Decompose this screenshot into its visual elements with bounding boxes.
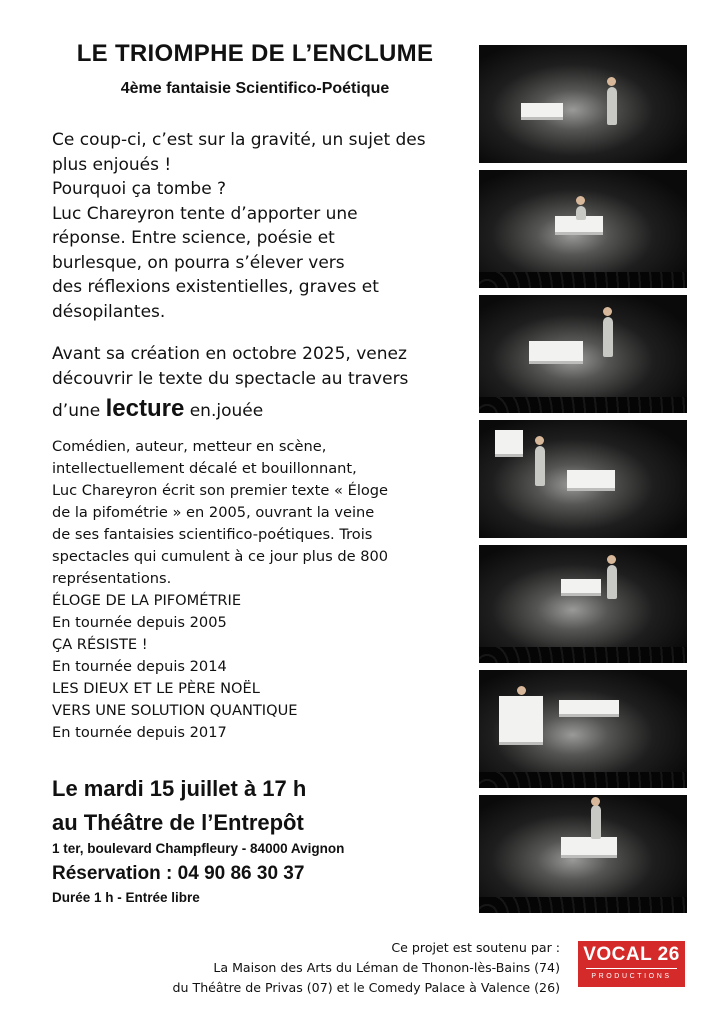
logo-name: VOCAL 26: [583, 944, 680, 965]
show-line: En tournée depuis 2017: [52, 724, 227, 741]
desk-shape: [567, 470, 615, 491]
audience-shape: [479, 272, 687, 288]
stage-photo: [479, 45, 687, 163]
intro-line: Pourquoi ça tombe ?: [52, 179, 227, 199]
page-subtitle: 4ème fantaisie Scientifico-Poétique: [120, 80, 390, 97]
logo-sub: PRODUCTIONS: [591, 973, 672, 980]
event-venue: au Théâtre de l’Entrepôt: [52, 810, 304, 835]
support-line: Ce projet est soutenu par :: [391, 940, 560, 955]
page-title: LE TRIOMPHE DE L’ENCLUME: [76, 40, 434, 67]
lecture-highlight: lecture: [105, 395, 185, 422]
actor-head: [591, 797, 600, 806]
actor-head: [535, 436, 544, 445]
actor-head: [517, 686, 526, 695]
event-address: 1 ter, boulevard Champfleury - 84000 Avignon: [52, 841, 345, 856]
stage-photo: [479, 420, 687, 538]
event-duration: Durée 1 h - Entrée libre: [52, 890, 200, 905]
actor-head: [576, 196, 585, 205]
bio-paragraph: [52, 436, 472, 744]
easel-board-shape: [495, 430, 523, 457]
vocal26-logo: [578, 941, 685, 987]
stage-photo: [479, 295, 687, 413]
audience-shape: [479, 397, 687, 413]
event-date: Le mardi 15 juillet à 17 h: [52, 776, 307, 801]
audience-shape: [479, 647, 687, 663]
actor-shape: [591, 805, 601, 839]
intro-line: Luc Chareyron tente d’apporter une: [52, 203, 358, 224]
cloth-shape: [499, 696, 543, 745]
actor-shape: [535, 446, 545, 486]
actor-head: [607, 77, 616, 86]
show-line: En tournée depuis 2005: [52, 614, 227, 631]
desk-shape: [559, 700, 619, 717]
support-line: La Maison des Arts du Léman de Thonon-lès-Bains (74): [213, 960, 560, 975]
actor-shape: [607, 565, 617, 599]
show-line: En tournée depuis 2014: [52, 658, 227, 675]
photo-strip: [479, 45, 687, 920]
stage-photo: [479, 545, 687, 663]
intro-paragraph: [52, 128, 472, 324]
creation-line: Avant sa création en octobre 2025, venez: [52, 344, 407, 364]
intro-line: Ce coup-ci, c’est sur la gravité, un sujet des: [52, 130, 426, 150]
creation-paragraph: [52, 342, 472, 424]
bio-line: Luc Chareyron écrit son premier texte « Éloge: [52, 482, 389, 499]
bio-line: intellectuellement décalé et bouillonnant,: [52, 460, 357, 477]
stage-photo: [479, 170, 687, 288]
intro-line: réponse. Entre science, poésie et: [52, 228, 335, 248]
bio-line: de ses fantaisies scientifico-poétiques. Trois: [52, 526, 373, 543]
desk-shape: [561, 579, 601, 596]
actor-head: [607, 555, 616, 564]
bio-line: représentations.: [52, 570, 172, 587]
reservation-phone: Réservation : 04 90 86 30 37: [52, 863, 305, 884]
intro-line: burlesque, on pourra s’élever vers: [52, 252, 345, 273]
audience-shape: [479, 897, 687, 913]
stage-photo: [479, 670, 687, 788]
creation-line-lecture: [52, 397, 472, 424]
desk-shape: [529, 341, 583, 364]
actor-shape: [576, 206, 586, 220]
desk-shape: [521, 103, 563, 120]
event-date-venue: [52, 772, 472, 840]
show-line: ÉLOGE DE LA PIFOMÉTRIE: [52, 592, 242, 609]
intro-line: désopilantes.: [52, 301, 166, 322]
support-line: du Théâtre de Privas (07) et le Comedy Palace à Valence (26): [172, 980, 560, 995]
lecture-suffix: en.jouée: [184, 401, 264, 421]
show-line: VERS UNE SOLUTION QUANTIQUE: [52, 702, 298, 719]
actor-shape: [603, 317, 613, 357]
bio-line: Comédien, auteur, metteur en scène,: [52, 438, 327, 455]
show-line: LES DIEUX ET LE PÈRE NOËL: [52, 680, 260, 697]
actor-head: [603, 307, 612, 316]
actor-shape: [607, 87, 617, 125]
support-credits: [173, 938, 560, 998]
creation-line: découvrir le texte du spectacle au travers: [52, 368, 409, 389]
show-line: ÇA RÉSISTE !: [52, 636, 148, 653]
logo-rule: [586, 968, 677, 969]
bio-line: spectacles qui cumulent à ce jour plus de 800: [52, 548, 389, 565]
lecture-prefix: d’une: [52, 401, 106, 421]
audience-shape: [479, 772, 687, 788]
desk-shape: [561, 837, 617, 858]
stage-photo: [479, 795, 687, 913]
bio-line: de la pifométrie » en 2005, ouvrant la veine: [52, 504, 375, 521]
intro-line: des réflexions existentielles, graves et: [52, 277, 379, 297]
intro-line: plus enjoués !: [52, 154, 172, 175]
